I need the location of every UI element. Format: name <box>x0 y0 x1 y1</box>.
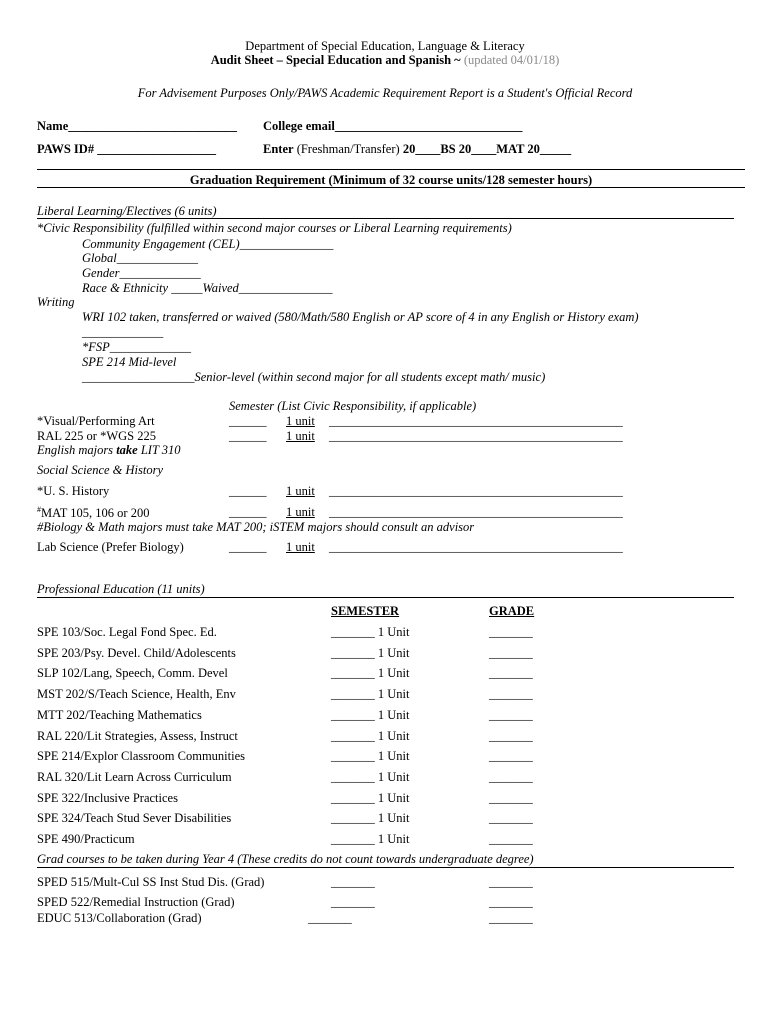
grade-field[interactable]: _______ <box>489 811 533 825</box>
semester-unit-field[interactable]: _______ 1 Unit <box>331 811 410 825</box>
enter-paren: (Freshman/Transfer) <box>296 142 400 156</box>
visual-line[interactable]: _______________________________________________ <box>329 414 623 428</box>
grade-field[interactable]: _______ <box>489 770 533 784</box>
college-email-field[interactable]: College email______________________________ <box>263 119 523 133</box>
paws-id-field[interactable]: PAWS ID# ___________________ <box>37 142 216 156</box>
grad-grade-field[interactable]: _______ <box>489 875 533 889</box>
us-history-semester-blank[interactable]: ______ <box>229 484 267 498</box>
senior-level[interactable]: __________________Senior-level (within second major for all students except math/ music) <box>82 370 546 384</box>
civic-responsibility: *Civic Responsibility (fulfilled within second major courses or Liberal Learning requirements) <box>37 221 512 235</box>
name-field[interactable]: Name___________________________ <box>37 119 237 133</box>
grade-column-header: GRADE <box>489 604 535 618</box>
course-name: RAL 320/Lit Learn Across Curriculum <box>37 770 232 784</box>
visual-performing-art: *Visual/Performing Art <box>37 414 155 428</box>
ral-wgs: RAL 225 or *WGS 225 <box>37 429 156 443</box>
grade-field[interactable]: _______ <box>489 687 533 701</box>
us-history: *U. S. History <box>37 484 110 498</box>
wri-102: WRI 102 taken, transferred or waived (580/Math/580 English or AP score of 4 in any English or History exam) <box>82 310 639 324</box>
semester-unit-field[interactable]: _______ 1 Unit <box>331 749 410 763</box>
semester-unit-field[interactable]: _______ 1 Unit <box>331 646 410 660</box>
grad-heading: Grad courses to be taken during Year 4 (These credits do not count towards undergraduate degree) <box>37 852 534 866</box>
gender-field[interactable]: Gender_____________ <box>82 266 201 280</box>
ral-semester-blank[interactable]: ______ <box>229 429 267 443</box>
spe-214-mid: SPE 214 Mid-level <box>82 355 177 369</box>
race-ethnicity-field[interactable] <box>82 282 333 295</box>
global-field[interactable]: Global_____________ <box>82 251 198 265</box>
lab-unit: 1 unit <box>286 540 315 554</box>
semester-unit-field[interactable]: _______ 1 Unit <box>331 791 410 805</box>
race-label: Race & Ethnicity <box>82 281 169 295</box>
semester-unit-field[interactable]: _______ 1 Unit <box>331 625 410 639</box>
visual-semester-blank[interactable]: ______ <box>229 414 267 428</box>
ral-line[interactable]: _______________________________________________ <box>329 429 623 443</box>
enter-terms: 20____BS 20____MAT 20_____ <box>402 142 572 156</box>
social-science-heading: Social Science & History <box>37 463 164 477</box>
semester-unit-field[interactable]: _______ 1 Unit <box>331 687 410 701</box>
liberal-heading: Liberal Learning/Electives (6 units) <box>37 204 217 218</box>
divider-bottom <box>37 187 745 188</box>
grade-field[interactable]: _______ <box>489 729 533 743</box>
mat-line[interactable]: _______________________________________________ <box>329 505 623 519</box>
semester-header: Semester (List Civic Responsibility, if applicable) <box>229 399 477 413</box>
race-value: _____Waived_______________ <box>171 281 333 295</box>
grade-field[interactable]: _______ <box>489 666 533 680</box>
course-name: RAL 220/Lit Strategies, Assess, Instruct <box>37 729 238 743</box>
mat-unit: 1 unit <box>286 505 315 519</box>
english-majors-note: English majors take LIT 310 <box>37 443 181 457</box>
grade-field[interactable]: _______ <box>489 791 533 805</box>
professional-heading: Professional Education (11 units) <box>37 582 205 596</box>
mat-superscript: # <box>37 505 41 514</box>
enter-field[interactable] <box>263 143 571 156</box>
graduation-requirement: Graduation Requirement (Minimum of 32 course units/128 semester hours) <box>189 173 593 187</box>
course-name: SPE 490/Practicum <box>37 832 135 846</box>
grad-underline <box>37 867 734 868</box>
grad-course-name: SPED 515/Mult-Cul SS Inst Stud Dis. (Grad) <box>37 875 265 889</box>
audit-sheet-title <box>0 54 770 67</box>
semester-unit-field[interactable]: _______ 1 Unit <box>331 708 410 722</box>
grade-field[interactable]: _______ <box>489 708 533 722</box>
grad-course-name: EDUC 513/Collaboration (Grad) <box>37 911 202 925</box>
ral-unit: 1 unit <box>286 429 315 443</box>
semester-unit-field[interactable]: _______ 1 Unit <box>331 770 410 784</box>
course-name: SPE 214/Explor Classroom Communities <box>37 749 245 763</box>
grad-semester-field[interactable]: _______ <box>308 911 352 925</box>
lab-line[interactable]: _______________________________________________ <box>329 540 623 554</box>
semester-unit-field[interactable]: _______ 1 Unit <box>331 666 410 680</box>
us-history-line[interactable]: _______________________________________________ <box>329 484 623 498</box>
liberal-underline <box>37 218 734 219</box>
divider-top <box>37 169 745 170</box>
grade-field[interactable]: _______ <box>489 749 533 763</box>
course-name: SLP 102/Lang, Speech, Comm. Devel <box>37 666 228 680</box>
mat-semester-blank[interactable]: ______ <box>229 505 267 519</box>
grade-field[interactable]: _______ <box>489 646 533 660</box>
department-title: Department of Special Education, Language & Literacy <box>245 39 525 53</box>
grad-course-name: SPED 522/Remedial Instruction (Grad) <box>37 895 235 909</box>
semester-unit-field[interactable]: _______ 1 Unit <box>331 832 410 846</box>
grad-grade-field[interactable]: _______ <box>489 895 533 909</box>
course-name: SPE 324/Teach Stud Sever Disabilities <box>37 811 232 825</box>
course-name: SPE 322/Inclusive Practices <box>37 791 178 805</box>
advisement-note: For Advisement Purposes Only/PAWS Academic Requirement Report is a Student's Official Record <box>137 86 633 100</box>
course-name: MTT 202/Teaching Mathematics <box>37 708 202 722</box>
enter-label: Enter <box>263 142 294 156</box>
semester-column-header: SEMESTER <box>331 604 400 618</box>
grad-semester-field[interactable]: _______ <box>331 895 375 909</box>
wri-blank[interactable]: _____________ <box>82 325 164 339</box>
cel-field[interactable]: Community Engagement (CEL)_______________ <box>82 237 334 251</box>
biology-math-note: #Biology & Math majors must take MAT 200; iSTEM majors should consult an advisor <box>37 520 475 534</box>
grade-field[interactable]: _______ <box>489 625 533 639</box>
lab-science: Lab Science (Prefer Biology) <box>37 540 184 554</box>
semester-unit-field[interactable]: _______ 1 Unit <box>331 729 410 743</box>
fsp-field[interactable]: *FSP_____________ <box>82 340 192 354</box>
course-name: SPE 203/Psy. Devel. Child/Adolescents <box>37 646 236 660</box>
lab-semester-blank[interactable]: ______ <box>229 540 267 554</box>
us-history-unit: 1 unit <box>286 484 315 498</box>
mat-text: MAT 105, 106 or 200 <box>41 506 150 521</box>
professional-underline <box>37 597 734 598</box>
grad-grade-field[interactable]: _______ <box>489 911 533 925</box>
updated-date: (updated 04/01/18) <box>463 53 560 67</box>
course-name: MST 202/S/Teach Science, Health, Env <box>37 687 236 701</box>
grad-semester-field[interactable]: _______ <box>331 875 375 889</box>
mat-course <box>37 506 149 520</box>
grade-field[interactable]: _______ <box>489 832 533 846</box>
visual-unit: 1 unit <box>286 414 315 428</box>
writing-label: Writing <box>37 295 75 309</box>
course-name: SPE 103/Soc. Legal Fond Spec. Ed. <box>37 625 217 639</box>
audit-title-text: Audit Sheet – Special Education and Spanish ~ <box>210 53 461 67</box>
